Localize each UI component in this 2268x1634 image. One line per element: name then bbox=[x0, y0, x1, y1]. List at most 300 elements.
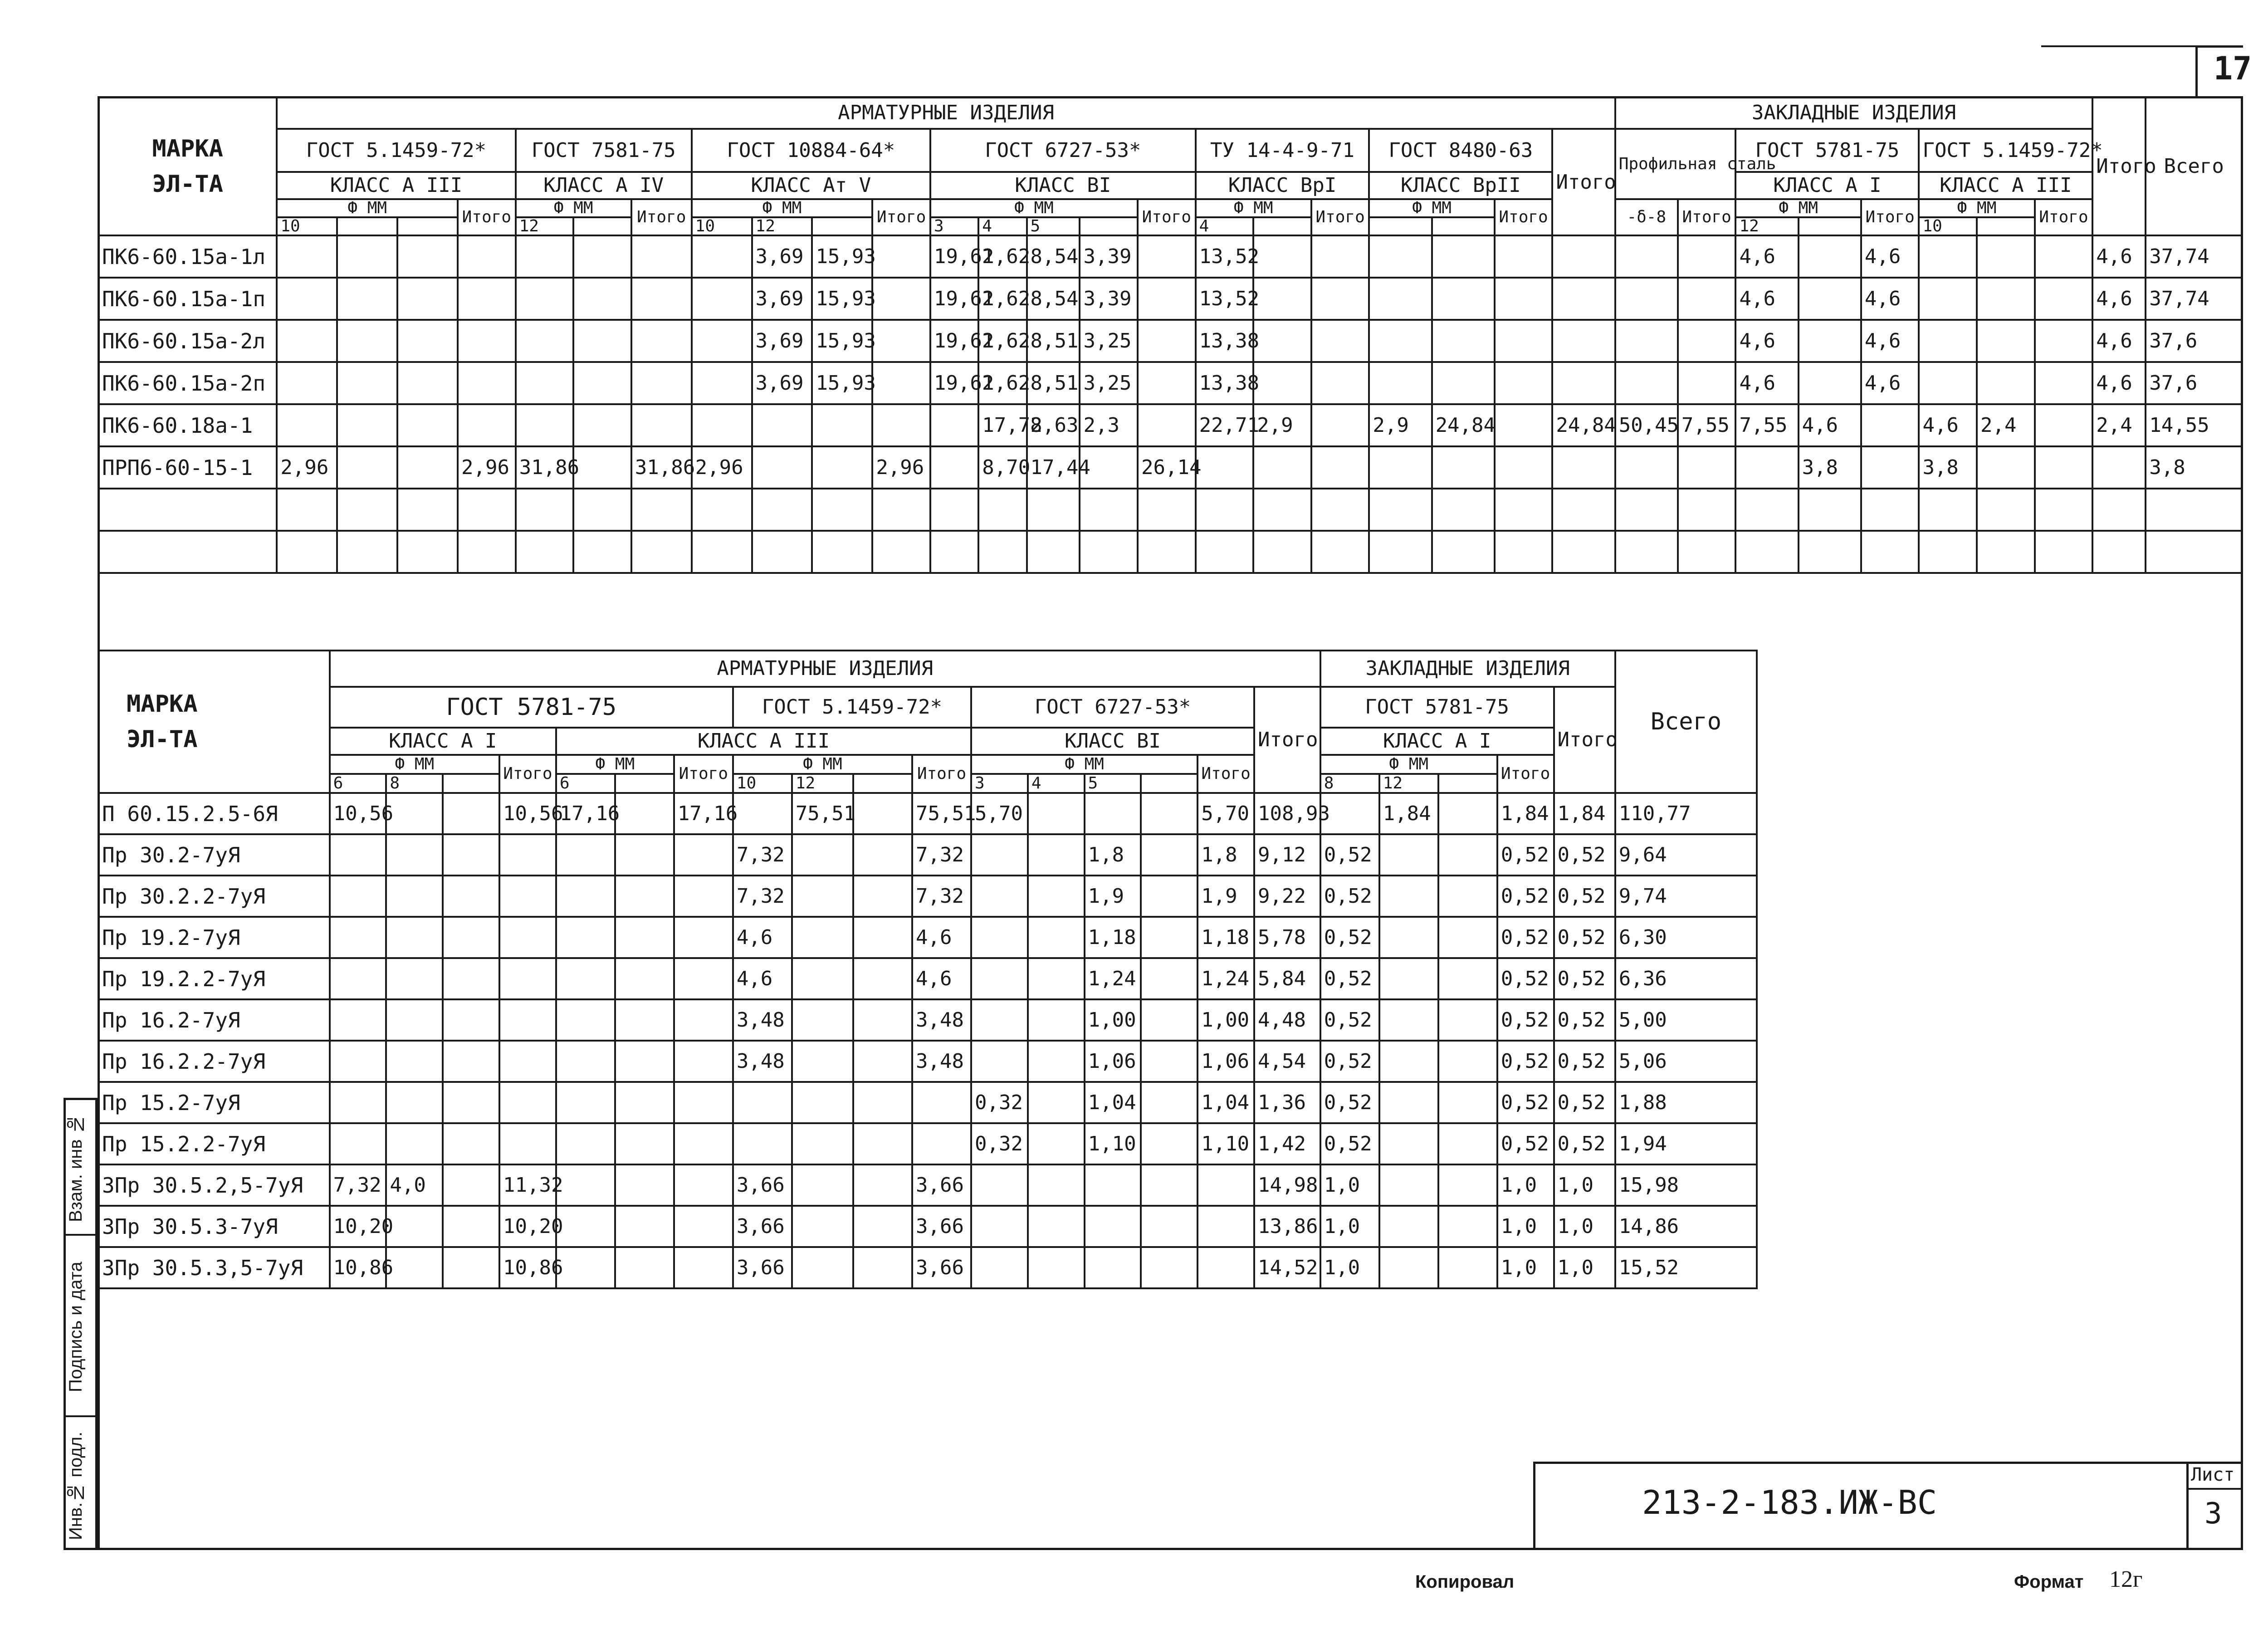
table-cell bbox=[1919, 235, 1977, 278]
table-cell: 19,62 bbox=[930, 362, 978, 404]
table-cell bbox=[792, 834, 853, 876]
table-cell: 10,20 bbox=[499, 1206, 556, 1247]
table-cell: 5,70 bbox=[971, 793, 1028, 834]
table-cell: 1,00 bbox=[1198, 999, 1254, 1041]
table-cell bbox=[1799, 362, 1861, 404]
table-cell bbox=[631, 235, 692, 278]
row-mark: Пр 19.2-7уЯ bbox=[98, 917, 330, 958]
table-cell bbox=[1379, 1041, 1438, 1082]
table-cell: 1,0 bbox=[1497, 1247, 1554, 1288]
table-cell bbox=[1615, 235, 1678, 278]
table-cell bbox=[443, 1247, 499, 1288]
table-cell: 1,8 bbox=[1085, 834, 1141, 876]
table-cell bbox=[2035, 446, 2093, 489]
table-cell bbox=[443, 876, 499, 917]
table-cell bbox=[1438, 1082, 1497, 1123]
table-cell: 8,54 bbox=[1027, 278, 1080, 320]
table-cell: 1,10 bbox=[1085, 1123, 1141, 1164]
t2-group-embedded: ЗАКЛАДНЫЕ ИЗДЕЛИЯ bbox=[1320, 651, 1615, 687]
table-cell: 19,62 bbox=[930, 278, 978, 320]
table-cell bbox=[1552, 235, 1615, 278]
table-cell bbox=[556, 958, 615, 999]
table-cell: 4,6 bbox=[733, 917, 792, 958]
row-mark: ПРП6-60-15-1 bbox=[98, 446, 277, 489]
table-cell bbox=[1799, 278, 1861, 320]
table-cell bbox=[1495, 320, 1553, 362]
table-cell bbox=[556, 1164, 615, 1206]
table-cell bbox=[733, 1123, 792, 1164]
table-cell bbox=[674, 1041, 733, 1082]
t2-gost-d: ГОСТ 5781-75 bbox=[1320, 687, 1554, 728]
table-cell: 0,52 bbox=[1320, 1123, 1379, 1164]
table-cell: 19,62 bbox=[930, 320, 978, 362]
table-cell bbox=[1311, 278, 1369, 320]
table-cell bbox=[516, 278, 574, 320]
table-cell: 1,9 bbox=[1085, 876, 1141, 917]
table-cell bbox=[1141, 1041, 1198, 1082]
table-cell: 0,52 bbox=[1497, 1082, 1554, 1123]
table-cell bbox=[1379, 999, 1438, 1041]
table-cell: 1,84 bbox=[1497, 793, 1554, 834]
table-cell: 3,69 bbox=[752, 320, 812, 362]
table-cell bbox=[1432, 446, 1495, 489]
table-cell bbox=[674, 1206, 733, 1247]
corner-number: 17 bbox=[2214, 50, 2252, 87]
table-cell bbox=[733, 1082, 792, 1123]
table-cell: 8,51 bbox=[1027, 362, 1080, 404]
table-cell bbox=[573, 446, 631, 489]
table-cell: 108,93 bbox=[1254, 793, 1320, 834]
table-cell: 0,52 bbox=[1497, 1123, 1554, 1164]
table-cell bbox=[1253, 235, 1311, 278]
table-cell bbox=[615, 1206, 674, 1247]
t1-gost-2: ГОСТ 10884-64* bbox=[692, 129, 930, 172]
table-cell: 3,48 bbox=[733, 999, 792, 1041]
table-cell bbox=[1438, 999, 1497, 1041]
table-cell bbox=[853, 1041, 912, 1082]
table-cell bbox=[1495, 278, 1553, 320]
doc-code: 213-2-183.ИЖ-ВС bbox=[1642, 1483, 1937, 1521]
sidebar bbox=[32, 1098, 98, 1550]
row-mark: 3Пр 30.5.2,5-7уЯ bbox=[98, 1164, 330, 1206]
table-cell bbox=[1495, 235, 1553, 278]
row-mark: Пр 30.2.2-7уЯ bbox=[98, 876, 330, 917]
table-cell: 5,00 bbox=[1615, 999, 1757, 1041]
row-mark: Пр 16.2-7уЯ bbox=[98, 999, 330, 1041]
table-cell: 3,48 bbox=[912, 1041, 971, 1082]
table-cell bbox=[573, 235, 631, 278]
t1-klass-1: КЛАСС А IV bbox=[516, 172, 692, 199]
table-cell bbox=[386, 793, 443, 834]
table-cell bbox=[615, 1041, 674, 1082]
table-cell: 1,0 bbox=[1554, 1164, 1615, 1206]
table-cell: 1,9 bbox=[1198, 876, 1254, 917]
table-cell bbox=[556, 876, 615, 917]
table-cell: 3,69 bbox=[752, 278, 812, 320]
table-cell bbox=[2092, 446, 2146, 489]
table-cell bbox=[1615, 278, 1678, 320]
table-cell bbox=[1141, 1123, 1198, 1164]
table-cell: 4,6 bbox=[1799, 404, 1861, 446]
table-cell: 3,66 bbox=[733, 1206, 792, 1247]
table-cell: 4,6 bbox=[1919, 404, 1977, 446]
table-cell: 0,52 bbox=[1554, 876, 1615, 917]
table-cell: 17,16 bbox=[674, 793, 733, 834]
table-cell: 4,6 bbox=[2092, 362, 2146, 404]
table-cell: 0,52 bbox=[1554, 1041, 1615, 1082]
table-cell bbox=[1438, 1247, 1497, 1288]
format-label: Формат bbox=[2014, 1572, 2084, 1592]
row-mark: Пр 16.2.2-7уЯ bbox=[98, 1041, 330, 1082]
table-cell: 3,66 bbox=[912, 1206, 971, 1247]
table-cell: 4,6 bbox=[912, 958, 971, 999]
table-cell bbox=[872, 404, 930, 446]
row-mark: 3Пр 30.5.3-7уЯ bbox=[98, 1206, 330, 1247]
table-cell bbox=[556, 1082, 615, 1123]
table-cell: 1,18 bbox=[1198, 917, 1254, 958]
t1-rebar-itogo: Итого bbox=[1552, 129, 1615, 235]
table-cell bbox=[674, 1164, 733, 1206]
table-cell bbox=[386, 1206, 443, 1247]
table-cell bbox=[733, 793, 792, 834]
row-mark: Пр 15.2.2-7уЯ bbox=[98, 1123, 330, 1164]
table-cell: 2,96 bbox=[277, 446, 337, 489]
table-row bbox=[98, 834, 1757, 876]
row-mark: ПК6-60.15а-2п bbox=[98, 362, 277, 404]
table-cell bbox=[971, 834, 1028, 876]
table-cell: 37,6 bbox=[2146, 362, 2242, 404]
table-cell: 4,6 bbox=[1861, 278, 1919, 320]
table-cell bbox=[674, 876, 733, 917]
table-cell: 15,93 bbox=[812, 235, 872, 278]
table-cell bbox=[792, 917, 853, 958]
table-cell bbox=[458, 320, 516, 362]
table-cell bbox=[330, 876, 386, 917]
table-cell bbox=[1799, 235, 1861, 278]
table-cell: 17,16 bbox=[556, 793, 615, 834]
table-cell: 1,42 bbox=[1254, 1123, 1320, 1164]
table-row bbox=[98, 793, 1757, 834]
t1-embedded-itogo: Итого bbox=[2092, 97, 2146, 235]
table-cell bbox=[971, 1206, 1028, 1247]
table-cell bbox=[1141, 1247, 1198, 1288]
table-cell bbox=[1552, 320, 1615, 362]
table-cell: 2,9 bbox=[1369, 404, 1432, 446]
table-cell bbox=[330, 1082, 386, 1123]
table-cell bbox=[1198, 1247, 1254, 1288]
table-cell bbox=[1138, 235, 1196, 278]
table-cell bbox=[674, 917, 733, 958]
table-cell bbox=[872, 235, 930, 278]
table-cell bbox=[792, 999, 853, 1041]
table-cell: 1,62 bbox=[978, 362, 1026, 404]
table-cell: 13,52 bbox=[1196, 235, 1254, 278]
table-cell: 4,6 bbox=[1735, 235, 1798, 278]
table-cell: 1,24 bbox=[1085, 958, 1141, 999]
table-cell: 4,54 bbox=[1254, 1041, 1320, 1082]
table-cell: 1,04 bbox=[1085, 1082, 1141, 1123]
table-cell bbox=[499, 999, 556, 1041]
table-cell: 4,6 bbox=[2092, 278, 2146, 320]
table-cell bbox=[1615, 446, 1678, 489]
table-cell: 14,55 bbox=[2146, 404, 2242, 446]
table-cell bbox=[397, 278, 458, 320]
table-cell bbox=[1861, 404, 1919, 446]
table-cell: 4,6 bbox=[2092, 235, 2146, 278]
table-cell bbox=[674, 999, 733, 1041]
t2-emb-itogo: Итого bbox=[1554, 687, 1615, 793]
table-cell bbox=[1369, 235, 1432, 278]
table-cell: 3,39 bbox=[1080, 235, 1138, 278]
table-cell bbox=[1379, 958, 1438, 999]
table-cell bbox=[1379, 917, 1438, 958]
table-cell bbox=[1028, 1247, 1085, 1288]
table-cell: 3,8 bbox=[1919, 446, 1977, 489]
table-cell: 1,06 bbox=[1198, 1041, 1254, 1082]
table-row bbox=[98, 362, 2242, 404]
table-cell bbox=[1198, 1164, 1254, 1206]
table-cell: 1,0 bbox=[1320, 1206, 1379, 1247]
table-cell bbox=[631, 320, 692, 362]
table-cell bbox=[1311, 235, 1369, 278]
t1-gost-1: ГОСТ 7581-75 bbox=[516, 129, 692, 172]
table-cell bbox=[674, 958, 733, 999]
table-cell bbox=[443, 1082, 499, 1123]
table-cell bbox=[853, 917, 912, 958]
table-cell bbox=[443, 1041, 499, 1082]
table-row bbox=[98, 278, 2242, 320]
table-cell: 7,32 bbox=[912, 834, 971, 876]
table-cell bbox=[1495, 404, 1553, 446]
table-cell: 1,24 bbox=[1198, 958, 1254, 999]
table-cell: 3,48 bbox=[912, 999, 971, 1041]
table-cell bbox=[386, 999, 443, 1041]
t2-klass-a: КЛАСС А I bbox=[330, 728, 556, 755]
table-cell: 17,78 bbox=[978, 404, 1026, 446]
table-cell bbox=[930, 404, 978, 446]
table-cell bbox=[792, 958, 853, 999]
table-cell: 7,55 bbox=[1735, 404, 1798, 446]
table-cell: 9,74 bbox=[1615, 876, 1757, 917]
row-mark: Пр 15.2-7уЯ bbox=[98, 1082, 330, 1123]
table-cell bbox=[1138, 404, 1196, 446]
table-cell bbox=[1379, 834, 1438, 876]
table-cell bbox=[615, 793, 674, 834]
table-cell: 1,0 bbox=[1320, 1164, 1379, 1206]
table-cell bbox=[443, 958, 499, 999]
table-cell bbox=[930, 446, 978, 489]
table-cell bbox=[556, 834, 615, 876]
table-cell: 5,06 bbox=[1615, 1041, 1757, 1082]
table-cell bbox=[792, 1082, 853, 1123]
table-cell: 0,52 bbox=[1320, 999, 1379, 1041]
table-cell bbox=[971, 958, 1028, 999]
table-cell bbox=[1028, 876, 1085, 917]
table-cell bbox=[1379, 1164, 1438, 1206]
table-cell bbox=[1028, 1206, 1085, 1247]
table-cell bbox=[573, 404, 631, 446]
t2-gost-a: ГОСТ 5781-75 bbox=[330, 687, 733, 728]
table-cell bbox=[971, 1164, 1028, 1206]
table-cell: 0,52 bbox=[1320, 1041, 1379, 1082]
table-cell bbox=[397, 446, 458, 489]
table-cell bbox=[853, 999, 912, 1041]
table-cell: 6,30 bbox=[1615, 917, 1757, 958]
table-cell bbox=[1253, 446, 1311, 489]
table-cell: 15,93 bbox=[812, 278, 872, 320]
table-cell: 8,70 bbox=[978, 446, 1026, 489]
table-cell bbox=[631, 362, 692, 404]
table-cell bbox=[674, 1082, 733, 1123]
table-cell: 3,66 bbox=[733, 1247, 792, 1288]
table-cell: 3,66 bbox=[912, 1247, 971, 1288]
t1-gost-5: ГОСТ 8480-63 bbox=[1369, 129, 1552, 172]
table-cell bbox=[792, 1123, 853, 1164]
table-cell bbox=[1977, 362, 2035, 404]
table-cell bbox=[752, 404, 812, 446]
table-cell: 1,62 bbox=[978, 235, 1026, 278]
inv-podl-label: Инв.№ подл. bbox=[66, 1431, 86, 1540]
table-cell bbox=[556, 999, 615, 1041]
table-cell: 4,6 bbox=[912, 917, 971, 958]
table-cell bbox=[1379, 876, 1438, 917]
table-cell bbox=[1141, 834, 1198, 876]
table-cell bbox=[573, 278, 631, 320]
table-cell: 2,9 bbox=[1253, 404, 1311, 446]
table-cell bbox=[458, 278, 516, 320]
row-mark: П 60.15.2.5-6Я bbox=[98, 793, 330, 834]
table-cell: 13,52 bbox=[1196, 278, 1254, 320]
table-cell bbox=[853, 834, 912, 876]
table-cell: 3,39 bbox=[1080, 278, 1138, 320]
table-cell: 3,8 bbox=[2146, 446, 2242, 489]
table-cell: 26,14 bbox=[1138, 446, 1196, 489]
table-cell: 4,6 bbox=[2092, 320, 2146, 362]
t1-klass-3: КЛАСС ВI bbox=[930, 172, 1196, 199]
table-cell bbox=[1369, 278, 1432, 320]
table-cell bbox=[1678, 278, 1736, 320]
table-cell bbox=[674, 1247, 733, 1288]
table-cell: 5,78 bbox=[1254, 917, 1320, 958]
table-cell bbox=[499, 876, 556, 917]
table-cell bbox=[397, 320, 458, 362]
table-cell bbox=[386, 917, 443, 958]
table-cell bbox=[1438, 917, 1497, 958]
table-cell: 5,84 bbox=[1254, 958, 1320, 999]
t2-group-rebar: АРМАТУРНЫЕ ИЗДЕЛИЯ bbox=[330, 651, 1320, 687]
table-cell bbox=[443, 917, 499, 958]
table-cell: 75,51 bbox=[792, 793, 853, 834]
table-cell: 3,25 bbox=[1080, 320, 1138, 362]
table-cell: 9,64 bbox=[1615, 834, 1757, 876]
table-cell bbox=[386, 1041, 443, 1082]
table-cell bbox=[872, 362, 930, 404]
table-cell bbox=[1735, 446, 1798, 489]
table-cell bbox=[2035, 235, 2093, 278]
table-cell bbox=[499, 1123, 556, 1164]
table-cell bbox=[1085, 793, 1141, 834]
table-cell bbox=[1198, 1206, 1254, 1247]
table-cell bbox=[499, 834, 556, 876]
table-cell bbox=[556, 917, 615, 958]
table-cell bbox=[1028, 1123, 1085, 1164]
t2-klass-c: КЛАСС ВI bbox=[971, 728, 1254, 755]
table-cell: 24,84 bbox=[1552, 404, 1615, 446]
table-cell: 8,51 bbox=[1027, 320, 1080, 362]
table-cell bbox=[615, 1082, 674, 1123]
table-cell bbox=[615, 958, 674, 999]
t2-mark-header: МАРКА ЭЛ-ТА bbox=[98, 651, 330, 793]
table-row-empty bbox=[98, 531, 2242, 573]
table-cell bbox=[1138, 278, 1196, 320]
table-cell: 3,66 bbox=[912, 1164, 971, 1206]
table-cell: 3,8 bbox=[1799, 446, 1861, 489]
table-cell bbox=[971, 1041, 1028, 1082]
table-cell: 24,84 bbox=[1432, 404, 1495, 446]
table-cell bbox=[912, 1123, 971, 1164]
table-cell: 0,52 bbox=[1320, 876, 1379, 917]
table-cell bbox=[2035, 320, 2093, 362]
table-1: МАРКА ЭЛ-ТА АРМАТУРНЫЕ ИЗДЕЛИЯ ЗАКЛАДНЫЕ ИЗДЕЛИЯ Итого Всего ГОСТ 5.1459-72* ГОСТ 7581-75 ГОСТ 10884-64* ГОСТ 6727-53* ТУ 14-4-9-71 ГОСТ 8480-63 Итого Профильная сталь ГОСТ 5781-75 ГОСТ 5.1459-72* КЛАСС А III КЛАСС А IV КЛАСС Ат V КЛАСС ВI КЛАСС ВрI КЛАСС ВрII КЛАСС А I КЛАСС А III Ф ММ Итого Ф ММ Итого Ф ММ Итого Ф ММ Итого Ф ММ Итого Ф ММ Итого -δ-8 Итого Ф ММ Итого Ф ММ Итого 10 12 10 12 3 4 5 4 12 10 ПК6-60.15а-1л 3,69 15,93 19,62 1,62 8,54 3,39 13,52 4,6 4,6 4,6 37,74 ПК6-60.15а-1п 3,69 15,93 19,62 1,62 8,54 3,39 13,52 4,6 4,6 4,6 37,74 ПК6-60.15а-2л 3,69 15,93 19,62 1,62 8,51 3,25 13,38 4,6 4,6 4,6 37,6 ПК6-60.15а-2п 3,69 15,93 19,62 1,62 8,51 3,25 13,38 4,6 4,6 4,6 37,6 ПК6-60.18а-1 17,78 2,63 2,3 22,71 2,9 2,9 24,84 24,84 50,45 7,55 7,55 4,6 4,6 2,4 2,4 14,55 ПРП6-60-15-1 2,96 2,96 31,86 31,86 2,96 2,96 8,70 17,44 26,14 3,8 3,8 3,8 bbox=[98, 96, 2243, 574]
table-cell bbox=[556, 1247, 615, 1288]
row-mark: ПК6-60.18а-1 bbox=[98, 404, 277, 446]
table-cell bbox=[631, 404, 692, 446]
table-cell bbox=[573, 362, 631, 404]
table-cell: 7,32 bbox=[733, 834, 792, 876]
table-cell bbox=[1141, 958, 1198, 999]
table-cell: 10,20 bbox=[330, 1206, 386, 1247]
table-cell: 4,6 bbox=[1861, 235, 1919, 278]
table-cell bbox=[692, 320, 752, 362]
sheet-number: 3 bbox=[2204, 1497, 2222, 1531]
table-cell: 7,32 bbox=[733, 876, 792, 917]
table-cell bbox=[812, 446, 872, 489]
table-cell bbox=[386, 876, 443, 917]
t1-profile-steel: Профильная сталь bbox=[1615, 129, 1736, 199]
table-cell: 8,54 bbox=[1027, 235, 1080, 278]
table-cell bbox=[792, 1041, 853, 1082]
table-cell: 3,69 bbox=[752, 235, 812, 278]
table-row bbox=[98, 958, 1757, 999]
table-cell: 4,6 bbox=[1861, 362, 1919, 404]
t1-klass-0: КЛАСС А III bbox=[277, 172, 515, 199]
table-cell bbox=[1311, 320, 1369, 362]
table-cell bbox=[1495, 362, 1553, 404]
table-cell: 2,4 bbox=[2092, 404, 2146, 446]
table-cell bbox=[516, 320, 574, 362]
table-cell: 9,22 bbox=[1254, 876, 1320, 917]
table-cell: 2,96 bbox=[458, 446, 516, 489]
table-cell bbox=[1438, 1123, 1497, 1164]
table-cell bbox=[277, 320, 337, 362]
table-cell bbox=[1138, 320, 1196, 362]
table-row bbox=[98, 1247, 1757, 1288]
t1-emb-gost-b: ГОСТ 5.1459-72* bbox=[1919, 129, 2092, 172]
table-cell bbox=[277, 278, 337, 320]
table-cell: 1,62 bbox=[978, 320, 1026, 362]
table-cell: 2,96 bbox=[692, 446, 752, 489]
table-cell: 1,10 bbox=[1198, 1123, 1254, 1164]
table-cell bbox=[1028, 917, 1085, 958]
table-cell bbox=[1138, 362, 1196, 404]
table-cell: 2,4 bbox=[1977, 404, 2035, 446]
table-row bbox=[98, 404, 2242, 446]
table-cell: 0,32 bbox=[971, 1123, 1028, 1164]
table-cell bbox=[615, 1164, 674, 1206]
table-cell bbox=[674, 1123, 733, 1164]
table-cell: 7,55 bbox=[1678, 404, 1736, 446]
table-cell bbox=[692, 362, 752, 404]
